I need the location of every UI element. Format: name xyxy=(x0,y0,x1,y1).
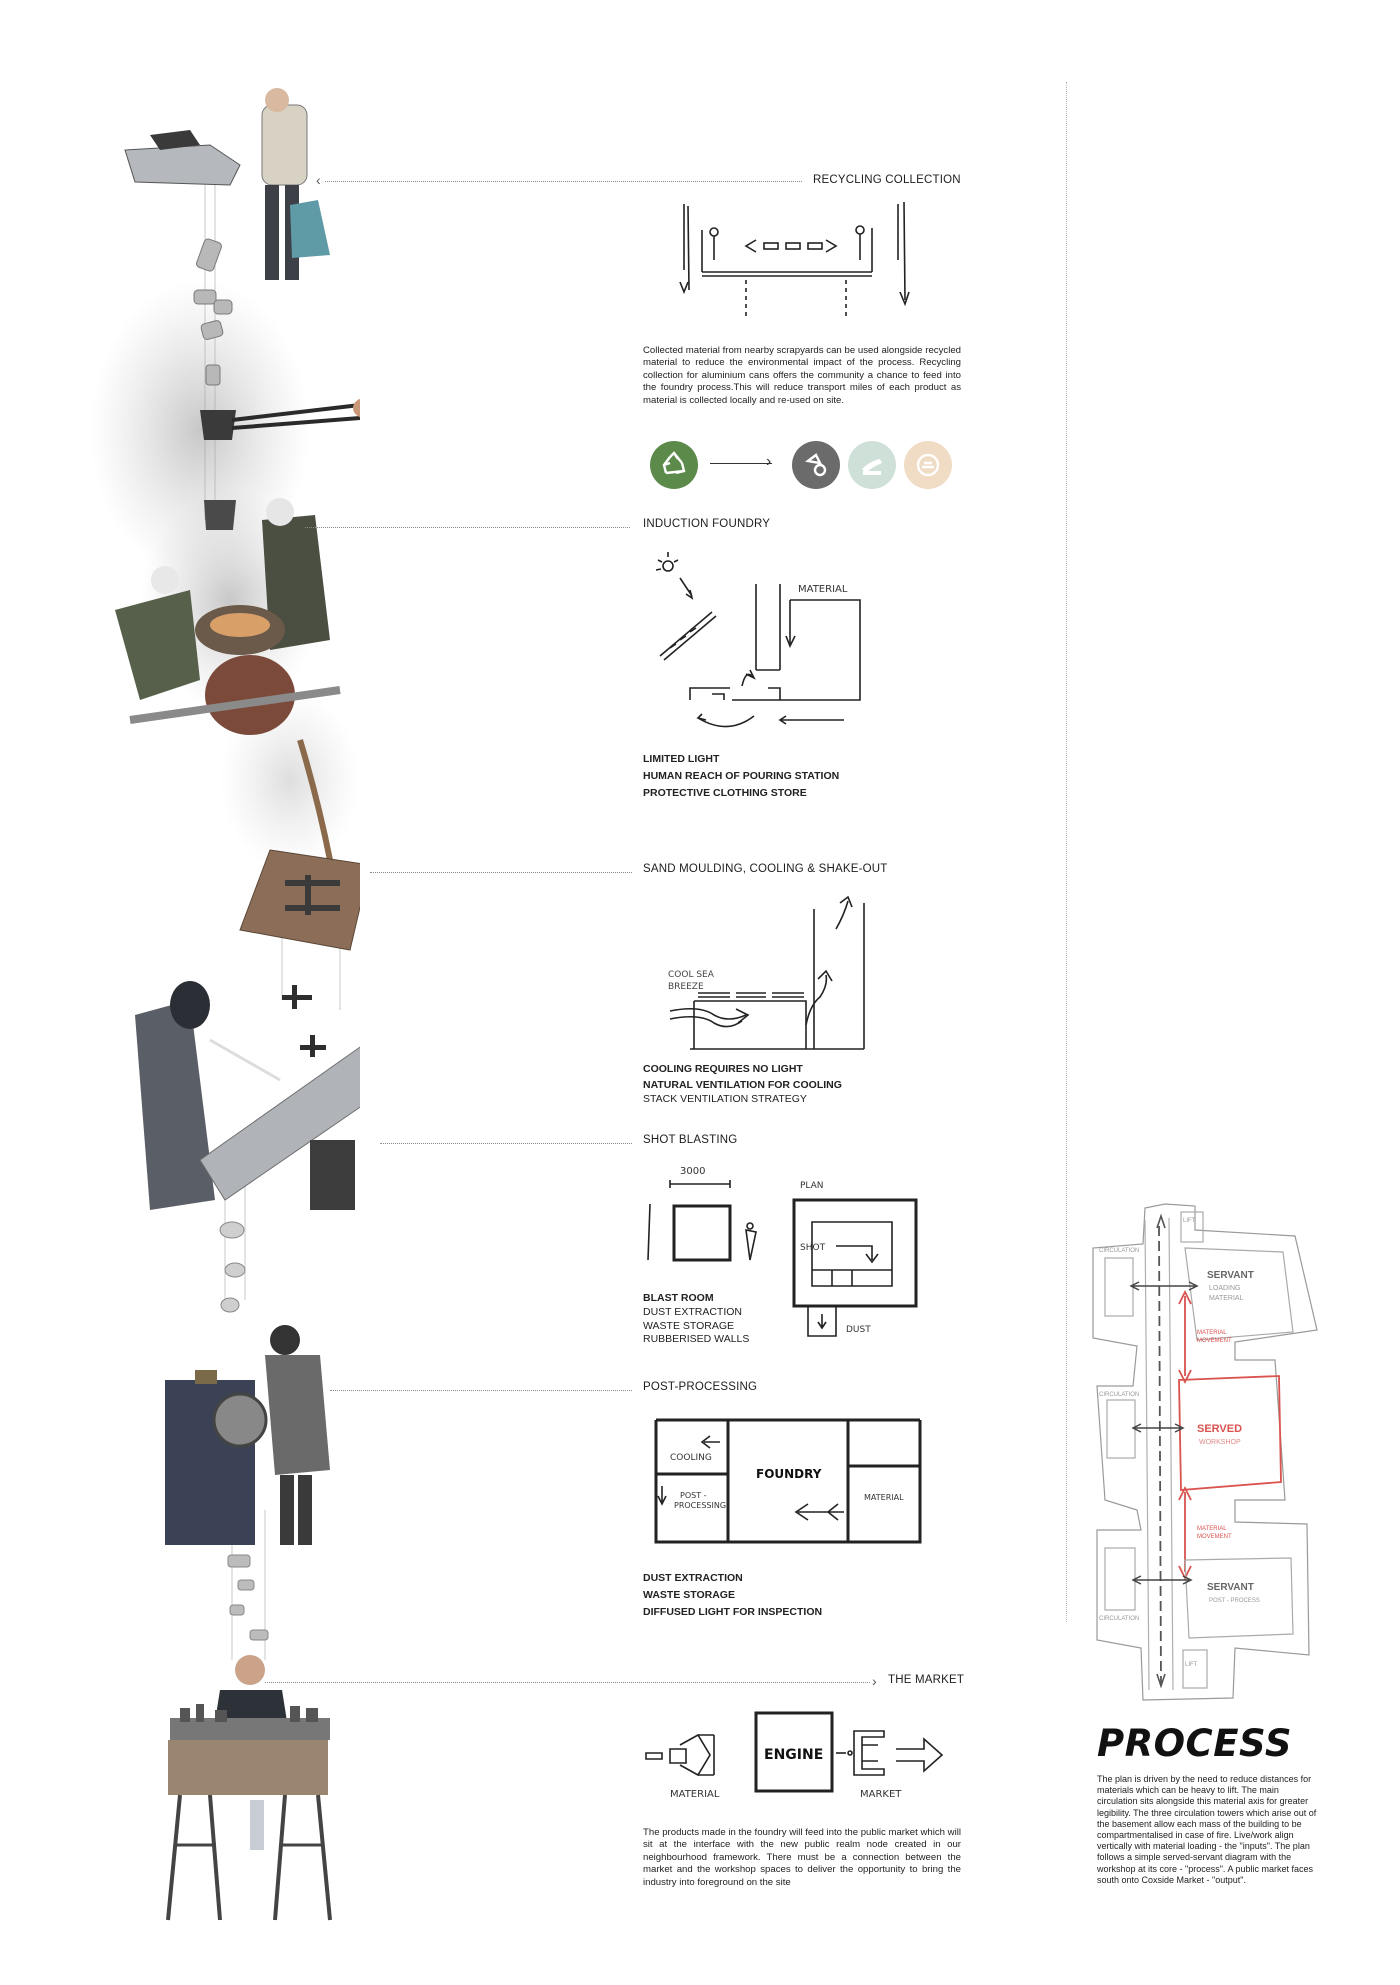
note-protective-clothing: PROTECTIVE CLOTHING STORE xyxy=(643,787,807,799)
sketch-label-foundry: FOUNDRY xyxy=(756,1467,822,1481)
sand-notes xyxy=(643,1061,842,1107)
sketch-label-material-market: MATERIAL xyxy=(670,1789,720,1800)
shot-notes xyxy=(643,1290,749,1347)
plan-label-movement-1: MOVEMENT xyxy=(1197,1338,1232,1344)
finished-product-icon xyxy=(904,441,952,489)
market-sketch xyxy=(640,1705,970,1805)
recycling-icon-row xyxy=(650,441,960,493)
note-diffused-light: DIFFUSED LIGHT FOR INSPECTION xyxy=(643,1606,823,1618)
heading-the-market: THE MARKET xyxy=(888,1674,965,1686)
plan-label-circulation-2: CIRCULATION xyxy=(1099,1392,1140,1398)
heading-post-processing: POST-PROCESSING xyxy=(643,1381,758,1393)
plan-label-workshop: WORKSHOP xyxy=(1199,1439,1241,1446)
arrow-right-icon xyxy=(710,463,772,464)
induction-sketch xyxy=(650,548,910,748)
molten-pour-icon xyxy=(848,441,896,489)
process-paragraph: The plan is driven by the need to reduce distances for materials which can be heavy to lift. The main circulation sits alongside this material axis for greater legibility. The three circulation towers which arise out of the basement allow each mass of the building to be compartmentalised in case of fire. Live/work align vertically with material loading - the "inputs". The plan follows a simple served-servant diagram with the workshop at its core - "process". A public market faces south onto Coxside Market - "output". xyxy=(1097,1774,1317,1885)
column-divider xyxy=(1066,82,1067,1622)
metal-scrap-icon xyxy=(792,441,840,489)
note-blast-room: BLAST ROOM xyxy=(643,1292,714,1304)
note-waste-storage: WASTE STORAGE xyxy=(643,1319,735,1332)
sketch-label-shot: SHOT xyxy=(800,1243,826,1253)
shot-blaster-figure xyxy=(135,981,360,1210)
recycling-bin-figure xyxy=(125,88,330,280)
plan-label-loading-material: MATERIAL xyxy=(1209,1295,1244,1302)
plan-label-servant-top: SERVANT xyxy=(1207,1270,1254,1281)
plan-label-loading: LOADING xyxy=(1209,1285,1241,1292)
market-paragraph: The products made in the foundry will feed into the public market which will sit at the interface with the new public realm node created in our neighbourhood framework. There must be a connection between the market and the workshop spaces to deliver the opportunity to bring the industry into foreground on the site xyxy=(643,1827,961,1888)
note-human-reach: HUMAN REACH OF POURING STATION xyxy=(643,770,840,782)
note-stack-ventilation: STACK VENTILATION STRATEGY xyxy=(643,1093,807,1105)
sketch-label-post-2: PROCESSING xyxy=(674,1501,727,1510)
leader-arrow-icon: ‹ xyxy=(316,172,321,188)
note-natural-ventilation: NATURAL VENTILATION FOR COOLING xyxy=(643,1079,842,1091)
market-stall xyxy=(168,1655,330,1920)
induction-notes xyxy=(643,751,839,802)
note-limited-light: LIMITED LIGHT xyxy=(643,753,720,765)
sketch-label-market: MARKET xyxy=(860,1789,902,1800)
process-title: PROCESS xyxy=(1097,1722,1292,1765)
note-waste-storage-post: WASTE STORAGE xyxy=(643,1589,735,1601)
plan-label-served: SERVED xyxy=(1197,1423,1243,1435)
leader-line-market xyxy=(265,1682,870,1683)
post-sketch xyxy=(648,1412,928,1562)
leader-arrow-icon: › xyxy=(872,1673,877,1689)
sketch-label-engine: ENGINE xyxy=(764,1747,824,1763)
recycling-paragraph: Collected material from nearby scrapyards can be used alongside recycled material to reduce the environmental impact of the process. Recycling collection for aluminium cans offers the community a chance to feed into the foundry process.This will reduce transport miles of each product as material is collected locally and re-used on site. xyxy=(643,345,961,406)
arrow-head-icon: › xyxy=(766,453,772,470)
sketch-label-breeze: BREEZE xyxy=(668,982,704,992)
plan-label-servant-bottom: SERVANT xyxy=(1207,1582,1254,1593)
sketch-label-dust: DUST xyxy=(846,1325,871,1335)
served-servant-plan xyxy=(1085,1200,1325,1705)
leader-line-induction xyxy=(305,527,630,528)
post-notes xyxy=(643,1570,822,1621)
sketch-label-plan: PLAN xyxy=(800,1181,824,1191)
sand-mould xyxy=(240,850,360,950)
sketch-label-material: MATERIAL xyxy=(798,584,848,595)
plan-label-material-movement-2: MATERIAL xyxy=(1197,1526,1227,1532)
leader-line-recycling xyxy=(325,181,802,182)
leader-line-shot xyxy=(380,1143,632,1144)
note-cooling-no-light: COOLING REQUIRES NO LIGHT xyxy=(643,1063,803,1075)
sketch-label-material-post: MATERIAL xyxy=(864,1493,904,1502)
grinder-figure xyxy=(165,1325,330,1545)
heading-induction-foundry: INDUCTION FOUNDRY xyxy=(643,518,771,530)
sketch-label-cooling: COOLING xyxy=(670,1453,712,1463)
note-dust-extraction: DUST EXTRACTION xyxy=(643,1306,742,1318)
plan-label-movement-2: MOVEMENT xyxy=(1197,1534,1232,1540)
plan-label-lift-bottom: LIFT xyxy=(1185,1662,1198,1668)
leader-line-sand xyxy=(370,872,632,873)
note-rubberised-walls: RUBBERISED WALLS xyxy=(643,1333,750,1345)
recycling-sketch xyxy=(676,200,921,320)
plan-label-lift-top: LIFT xyxy=(1183,1218,1196,1224)
plan-label-circulation-3: CIRCULATION xyxy=(1099,1616,1140,1622)
heading-recycling-collection: RECYCLING COLLECTION xyxy=(813,174,961,186)
plan-label-circulation-1: CIRCULATION xyxy=(1099,1248,1140,1254)
heading-shot-blasting: SHOT BLASTING xyxy=(643,1134,738,1146)
recycle-icon xyxy=(650,441,698,489)
sand-sketch xyxy=(650,885,880,1055)
heading-sand-moulding: SAND MOULDING, COOLING & SHAKE-OUT xyxy=(643,863,888,875)
sketch-label-post-1: POST - xyxy=(680,1491,707,1500)
process-collage xyxy=(0,0,360,1980)
plan-label-material-movement-1: MATERIAL xyxy=(1197,1330,1227,1336)
sketch-label-cool-sea: COOL SEA xyxy=(668,970,714,980)
plan-label-post-process: POST - PROCESS xyxy=(1209,1598,1260,1604)
leader-line-post xyxy=(330,1390,632,1391)
sketch-label-dimension: 3000 xyxy=(680,1166,706,1177)
note-dust-extraction-post: DUST EXTRACTION xyxy=(643,1572,743,1584)
